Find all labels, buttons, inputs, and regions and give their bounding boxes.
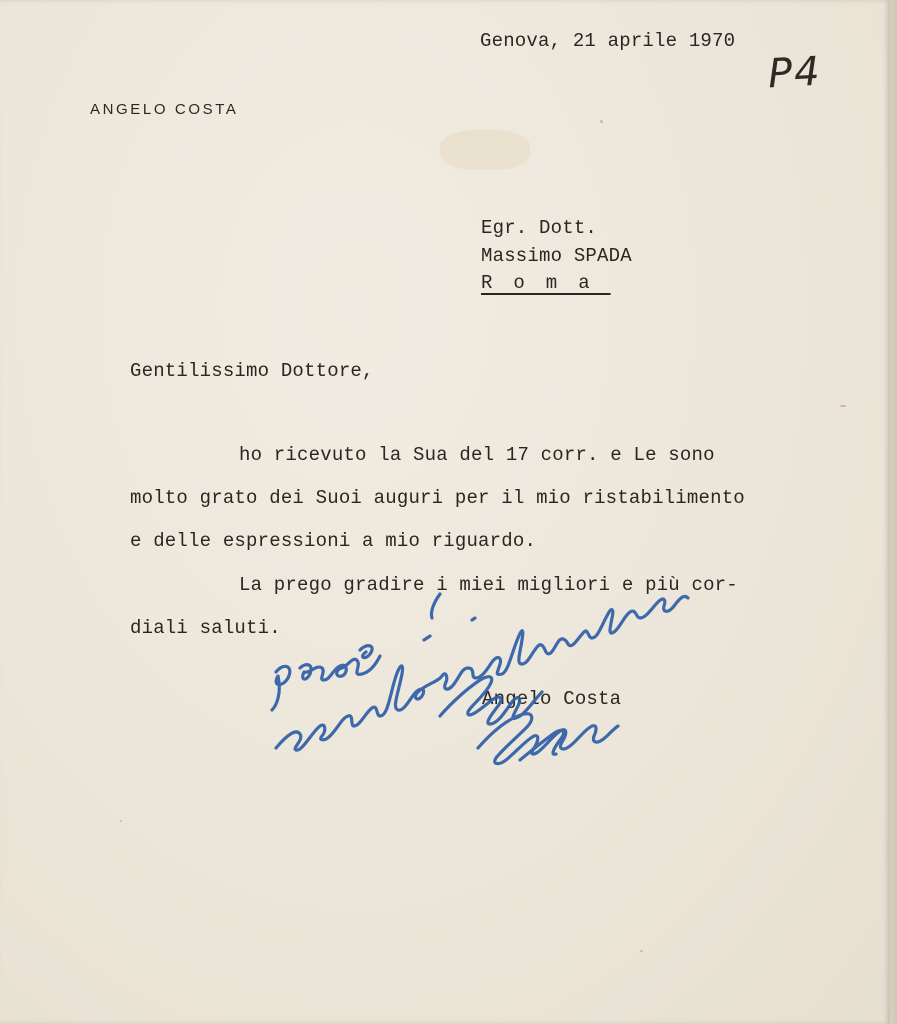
recipient-title: Egr. Dott. — [481, 217, 598, 239]
paper-speck — [600, 120, 603, 123]
paper-speck — [120, 820, 122, 822]
paper-edge — [890, 0, 897, 1024]
body-line: molto grato dei Suoi auguri per il mio ristabilimento — [130, 487, 745, 509]
typed-signature: Angelo Costa — [482, 688, 622, 710]
dateline: Genova, 21 aprile 1970 — [480, 30, 736, 52]
body-line: e delle espressioni a mio riguardo. — [130, 530, 537, 552]
paper-speck — [840, 405, 846, 407]
recipient-name: Massimo SPADA — [481, 245, 632, 267]
archive-mark: P4 — [766, 48, 823, 98]
paper-speck — [640, 950, 643, 952]
body-line: diali saluti. — [130, 617, 281, 639]
paper-stain — [440, 130, 530, 170]
salutation: Gentilissimo Dottore, — [130, 360, 374, 382]
recipient-city: Roma — [481, 272, 611, 294]
body-line: ho ricevuto la Sua del 17 corr. e Le sono — [239, 444, 715, 466]
body-line: La prego gradire i miei migliori e più cor- — [239, 574, 738, 596]
letterhead-sender: ANGELO COSTA — [90, 101, 239, 118]
